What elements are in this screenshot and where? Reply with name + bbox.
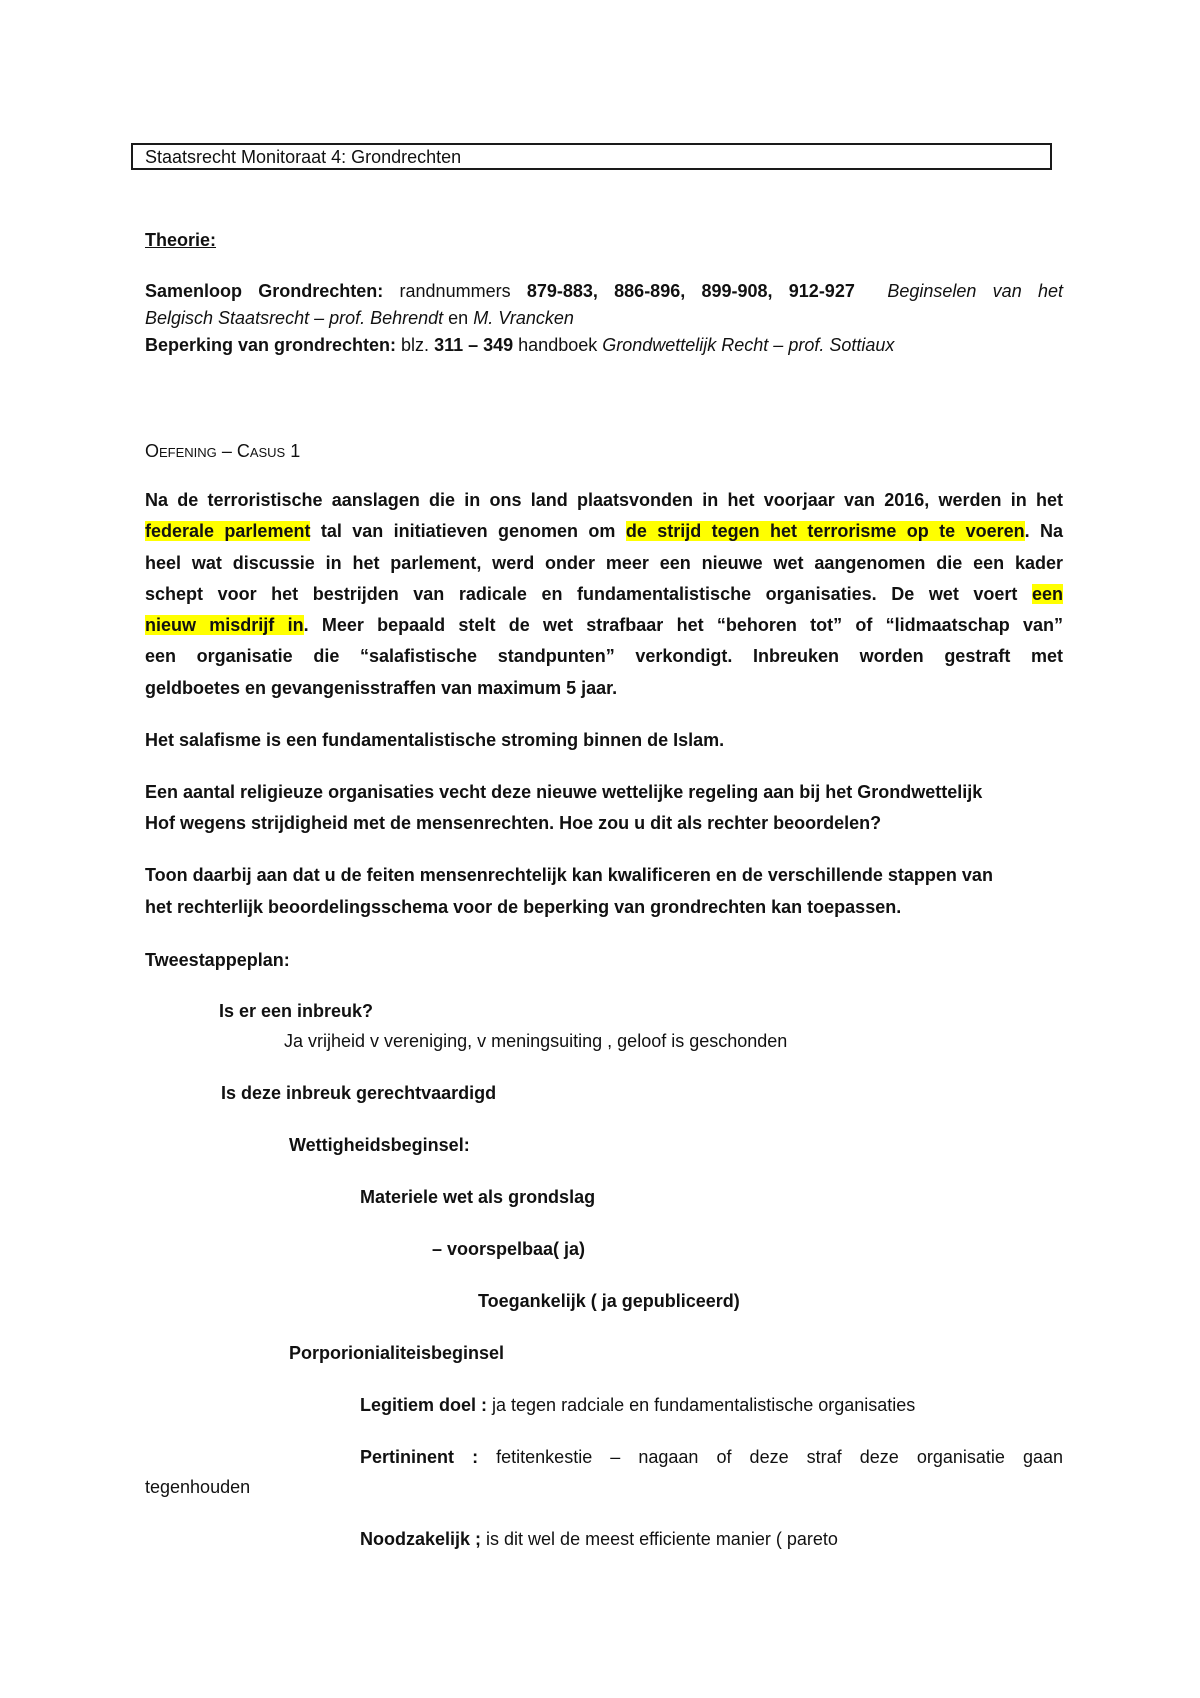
noodzakelijk-label: Noodzakelijk ; [360, 1529, 482, 1549]
theory-beperking-label: Beperking van grondrechten: [145, 335, 397, 355]
highlight-federale-parlement: federale parlement [145, 521, 311, 541]
exercise-o: O [145, 441, 160, 461]
exercise-c: C [236, 441, 250, 461]
casus-p1-line-3: heel wat discussie in het parlement, werd onder meer een nieuwe wet aangenomen die een kader [145, 553, 1063, 573]
theory-line-3 [145, 335, 894, 356]
pertinent-text: fetitenkestie – nagaan of deze straf deze organisatie gaan [478, 1447, 1063, 1467]
highlight-een: een [1031, 584, 1063, 604]
answer-question-2: Is deze inbreuk gerechtvaardigd [221, 1083, 497, 1103]
answer-1: Ja vrijheid v vereniging, v meningsuiting , geloof is geschonden [284, 1031, 788, 1051]
legitiem-label: Legitiem doel : [360, 1395, 488, 1415]
answer-legitiem-doel [360, 1395, 915, 1416]
exercise-number: 1 [285, 441, 301, 461]
theory-l3-blz: blz. [396, 335, 435, 355]
highlight-nieuw-misdrijf: nieuw misdrijf in [145, 615, 304, 635]
casus-p1-line-1: Na de terroristische aanslagen die in ons land plaatsvonden in het voorjaar van 2016, werden in het [145, 490, 1063, 510]
casus-p1-line-4 [145, 584, 1063, 605]
theory-l2-author: M. Vrancken [473, 308, 574, 328]
answer-wettigheidsbeginsel: Wettigheidsbeginsel: [289, 1135, 470, 1155]
theory-l2-book: Belgisch Staatsrecht – prof. Behrendt [145, 308, 444, 328]
answer-question-1: Is er een inbreuk? [219, 1001, 374, 1021]
theory-l1-text: randnummers [383, 281, 527, 301]
casus-p1-l4-text: schept voor het bestrijden van radicale en fundamentalistische organisaties. De wet voert [145, 584, 1032, 604]
theory-samenloop-label: Samenloop Grondrechten: [145, 281, 384, 301]
casus-p1-l2-mid: tal van initiatieven genomen om [310, 521, 626, 541]
theory-l1-numbers: 879-883, 886-896, 899-908, 912-927 [526, 281, 855, 301]
casus-p4-line-2: het rechterlijk beoordelingsschema voor de beperking van grondrechten kan toepassen. [145, 897, 902, 917]
casus-p1-line-2 [145, 521, 1063, 542]
casus-p1-line-5 [145, 615, 1063, 636]
document-title-box [131, 143, 1052, 170]
document-title: Staatsrecht Monitoraat 4: Grondrechten [145, 147, 462, 167]
answer-pertinent [360, 1447, 1063, 1468]
casus-p4-line-1: Toon daarbij aan dat u de feiten mensenrechtelijk kan kwalificeren en de verschillende stappen van [145, 865, 993, 885]
theory-l3-book: Grondwettelijk Recht – prof. Sottiaux [602, 335, 895, 355]
exercise-heading [145, 441, 300, 462]
answer-toegankelijk: Toegankelijk ( ja gepubliceerd) [478, 1291, 740, 1311]
noodzakelijk-text: is dit wel de meest efficiente manier ( pareto [481, 1529, 838, 1549]
legitiem-text: ja tegen radciale en fundamentalistische organisaties [487, 1395, 916, 1415]
answer-materiele-wet: Materiele wet als grondslag [360, 1187, 596, 1207]
theory-line-2 [145, 308, 574, 329]
answer-voorspelbaar: – voorspelbaa( ja) [432, 1239, 586, 1259]
theory-l2-and: en [443, 308, 474, 328]
theory-l1-book: Beginselen van het [887, 281, 1063, 301]
theory-l3-handboek: handboek [513, 335, 603, 355]
answer-proportionaliteitsbeginsel: Porporionialiteisbeginsel [289, 1343, 505, 1363]
answer-noodzakelijk [360, 1529, 838, 1550]
exercise-efening: EFENING [159, 445, 217, 460]
casus-p3-line-1: Een aantal religieuze organisaties vecht deze nieuwe wettelijke regeling aan bij het Grondwettelijk [145, 782, 983, 802]
casus-p1-line-6: een organisatie die “salafistische standpunten” verkondigt. Inbreuken worden gestraft met [145, 646, 1063, 666]
answer-plan-heading: Tweestappeplan: [145, 950, 290, 970]
exercise-dash: – [216, 441, 237, 461]
answer-pertinent-continuation: tegenhouden [145, 1477, 251, 1497]
theory-l3-pages: 311 – 349 [434, 335, 514, 355]
exercise-asus: ASUS [249, 445, 286, 460]
casus-p3-line-2: Hof wegens strijdigheid met de mensenrechten. Hoe zou u dit als rechter beoordelen? [145, 813, 882, 833]
casus-p1-l2-end: . Na [1024, 521, 1064, 541]
casus-p1-line-7: geldboetes en gevangenisstraffen van maximum 5 jaar. [145, 678, 618, 698]
casus-p1-l5-text: . Meer bepaald stelt de wet strafbaar het “behoren tot” of “lidmaatschap van” [303, 615, 1063, 635]
pertinent-label: Pertininent : [360, 1447, 479, 1467]
theory-heading: Theorie: [145, 230, 217, 250]
theory-line-1 [145, 281, 1063, 302]
highlight-strijd-terrorisme: de strijd tegen het terrorisme op te voeren [625, 521, 1025, 541]
casus-p2: Het salafisme is een fundamentalistische stroming binnen de Islam. [145, 730, 725, 750]
